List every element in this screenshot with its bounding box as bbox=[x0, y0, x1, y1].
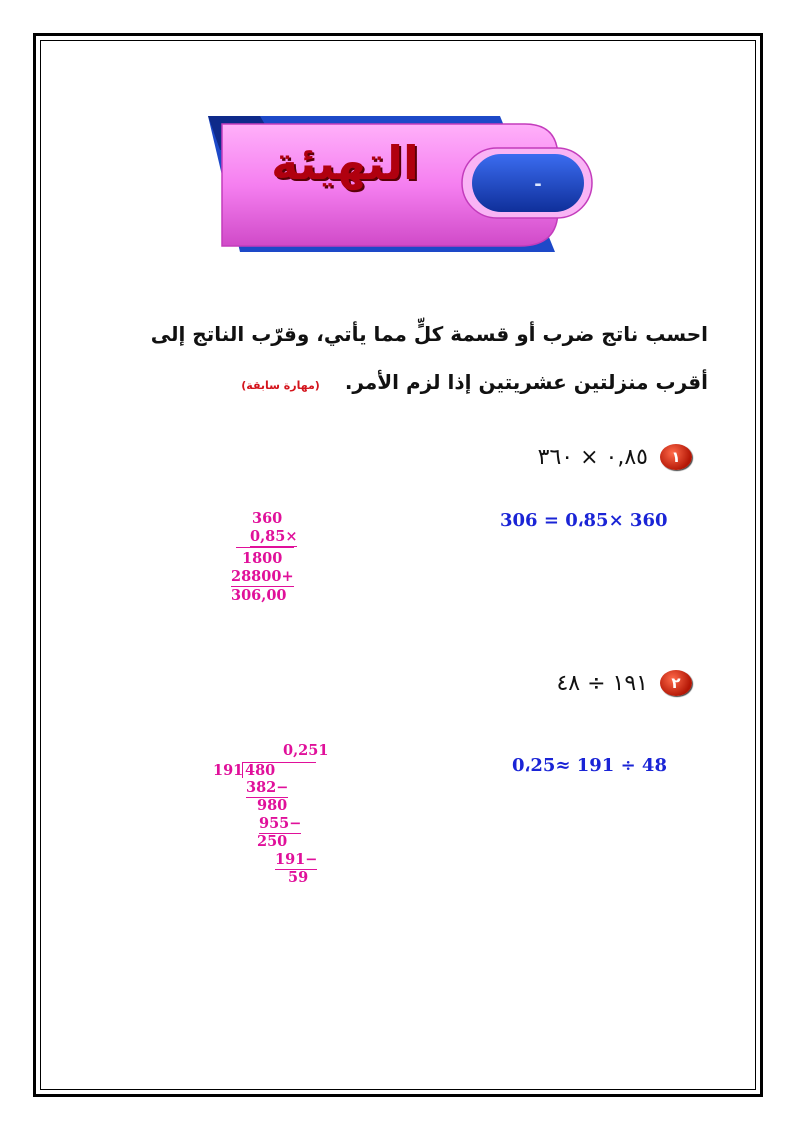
work-2-remainder-2: 250 bbox=[257, 833, 288, 850]
answer-1: 306 = 0،85× 360 bbox=[500, 510, 668, 531]
work-2-subtract-1: 382− bbox=[246, 779, 289, 796]
question-number-badge: ٢ bbox=[660, 670, 692, 696]
question-1 bbox=[538, 444, 692, 470]
work-2-quotient: 0,251 bbox=[283, 742, 329, 759]
work-2-dividend: 480 bbox=[245, 762, 276, 779]
banner-pill-label: - bbox=[534, 174, 542, 195]
work-1-line-3: 1800 bbox=[242, 550, 283, 567]
skill-note: (مهارة سابقة) bbox=[241, 379, 320, 392]
work-1-line-5: 306,00 bbox=[231, 587, 287, 604]
instruction-line-1: احسب ناتج ضرب أو قسمة كلٍّ مما يأتي، وقرّب الناتج إلى bbox=[150, 322, 708, 346]
banner-title: التهيئة bbox=[271, 136, 419, 190]
work-2-remainder-3: 59 bbox=[288, 869, 309, 886]
work-2-subtract-2: 955− bbox=[259, 815, 302, 832]
work-1-line-2: 0,85× bbox=[250, 528, 298, 545]
instruction-line-2 bbox=[241, 370, 708, 394]
work-1-rule-1 bbox=[236, 547, 294, 548]
work-1-line-4: 28800+ bbox=[231, 568, 294, 585]
question-number-badge: ١ bbox=[660, 444, 692, 470]
work-2-subtract-3: 191− bbox=[275, 851, 318, 868]
answer-2: 0،25≈ 191 ÷ 48 bbox=[512, 755, 667, 776]
question-2 bbox=[556, 670, 692, 696]
question-expression: ١٩١ ÷ ٤٨ bbox=[556, 670, 648, 696]
work-1-line-1: 360 bbox=[252, 510, 283, 527]
question-expression: ٠,٨٥ × ٣٦٠ bbox=[537, 444, 648, 470]
instruction-line-2-text: أقرب منزلتين عشريتين إذا لزم الأمر. bbox=[344, 370, 708, 394]
work-2-remainder-1: 980 bbox=[257, 797, 288, 814]
work-2-divisor: 191 bbox=[213, 762, 244, 779]
section-banner bbox=[200, 110, 610, 260]
